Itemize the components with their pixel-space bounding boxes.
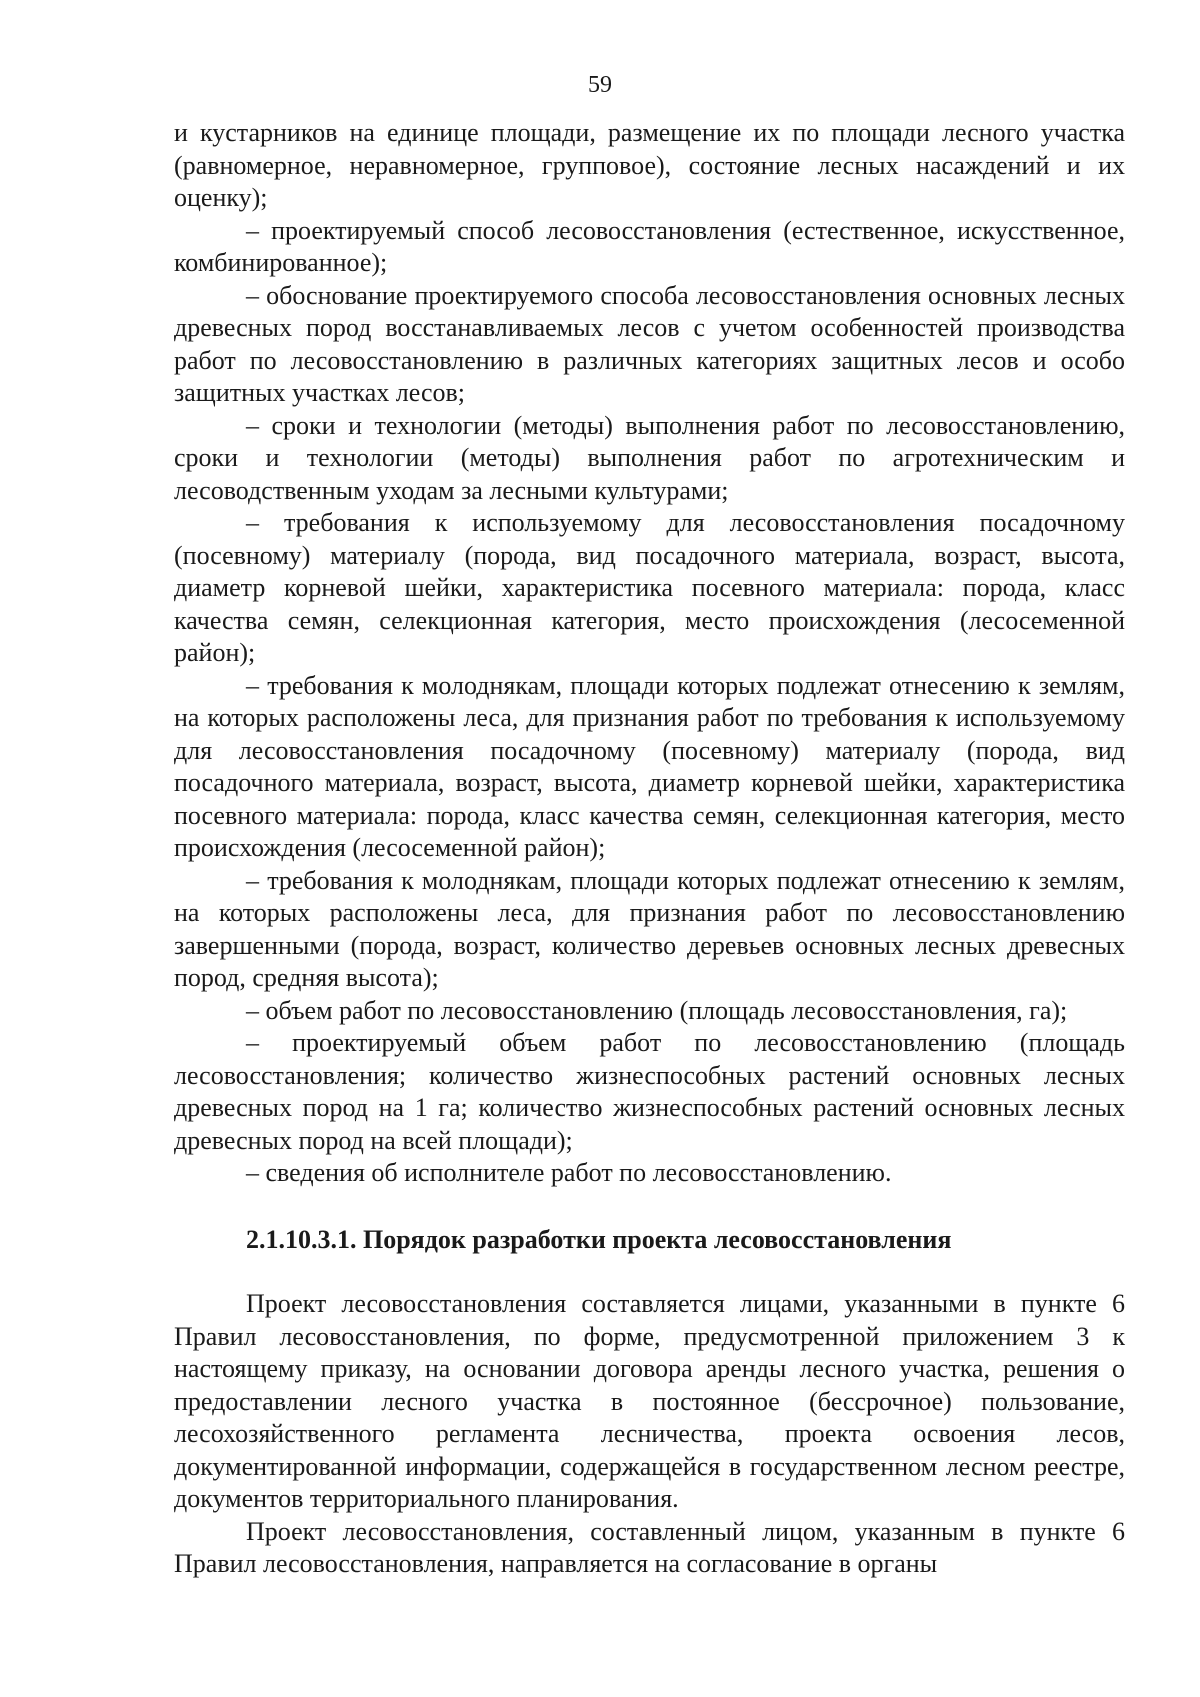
section-heading: 2.1.10.3.1. Порядок разработки проекта лесовосстановления xyxy=(246,1224,952,1254)
list-item: – сведения об исполнителе работ по лесовосстановлению. xyxy=(246,1158,892,1187)
page-number: 59 xyxy=(588,72,612,98)
list-item: – проектируемый объем работ по лесовосстановлению (площадь лесовосстановления; количество жизнеспособных растений основных лесных древесных пород на 1 га; количество жизнеспособных растений основных лесных древесных пород на всей площади); xyxy=(174,1028,1125,1155)
list-item: – сроки и технологии (методы) выполнения работ по лесовосстановлению, сроки и технологии (методы) выполнения работ по агротехническим и лесоводственным уходам за лесными культурами; xyxy=(174,410,1125,505)
list-item: – обоснование проектируемого способа лесовосстановления основных лесных древесных пород восстанавливаемых лесов с учетом особенностей производства работ по лесовосстановлению в различных категориях защитных лесов и особо защитных участках лесов; xyxy=(174,280,1125,407)
list-item: – требования к молоднякам, площади которых подлежат отнесению к землям, на которых расположены леса, для признания работ по требования к используемому для лесовосстановления посадочному (посевному) материалу (порода, вид посадочного материала, возраст, высота, диаметр корневой шейки, характеристика посевного материала: порода, класс качества семян, селекционная категория, место происхождения (лесосеменной район); xyxy=(174,670,1125,862)
paragraph: Проект лесовосстановления составляется лицами, указанными в пункте 6 Правил лесовосстановления, по форме, предусмотренной приложением 3 к настоящему приказу, на основании договора аренды лесного участка, решения о предоставлении лесного участка в постоянное (бессрочное) пользование, лесохозяйственного регламента лесничества, проекта освоения лесов, документированной информации, содержащейся в государственном лесном реестре, документов территориального планирования. xyxy=(174,1289,1125,1513)
paragraph-continuation: и кустарников на единице площади, размещение их по площади лесного участка (равномерное, неравномерное, групповое), состояние лесных насаждений и их оценку); xyxy=(174,118,1125,212)
list-item: – требования к молоднякам, площади которых подлежат отнесению к землям, на которых расположены леса, для признания работ по лесовосстановлению завершенными (порода, возраст, количество деревьев основных лесных древесных пород, средняя высота); xyxy=(174,865,1125,992)
paragraph: Проект лесовосстановления, составленный лицом, указанным в пункте 6 Правил лесовосстановления, направляется на согласование в органы xyxy=(174,1516,1125,1578)
list-item: – требования к используемому для лесовосстановления посадочному (посевному) материалу (порода, вид посадочного материала, возраст, высота, диаметр корневой шейки, характеристика посевного материала: порода, класс качества семян, селекционная категория, место происхождения (лесосеменной район); xyxy=(174,508,1125,667)
list-item: – объем работ по лесовосстановлению (площадь лесовосстановления, га); xyxy=(246,995,1068,1025)
list-item: – проектируемый способ лесовосстановления (естественное, искусственное, комбинированное); xyxy=(174,215,1125,277)
body-text xyxy=(174,117,1125,1581)
